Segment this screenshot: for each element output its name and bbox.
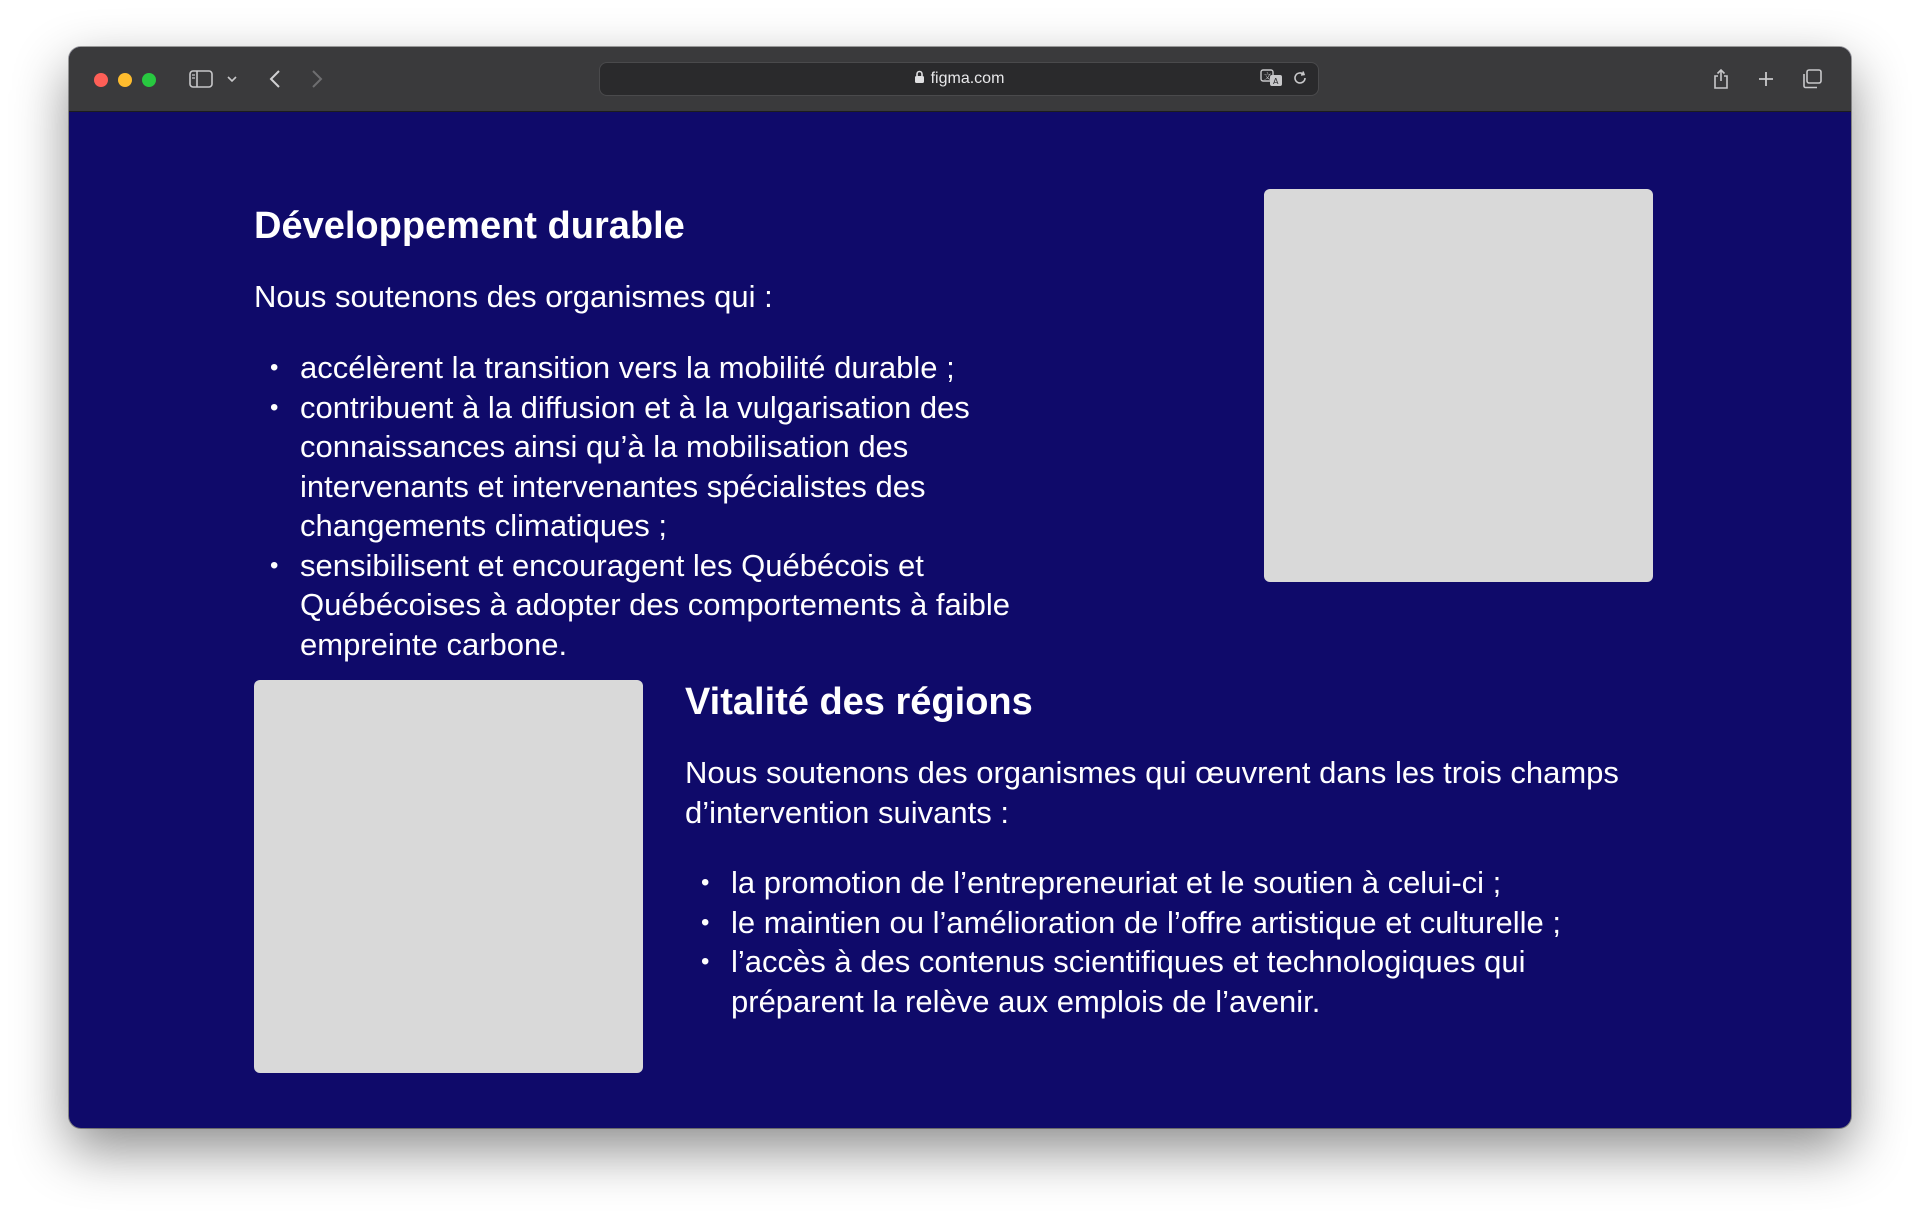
list-item: • l’accès à des contenus scientifiques et technologiques qui préparent la relève aux emplois de l’avenir. [685, 942, 1615, 1021]
page-content [69, 111, 1851, 1128]
list-item: • contribuent à la diffusion et à la vulgarisation des connaissances ainsi qu’à la mobilisation des intervenants et intervenantes spécialistes des changements climatiques ; [254, 388, 1014, 546]
close-window-button[interactable] [94, 73, 108, 87]
back-icon[interactable] [265, 64, 285, 94]
svg-text:文: 文 [1263, 72, 1272, 81]
reload-icon[interactable] [1292, 70, 1308, 91]
section-intro: Nous soutenons des organismes qui œuvrent dans les trois champs d’intervention suivants : [685, 755, 1619, 830]
section-title-vitalite-des-regions: Vitalité des régions [685, 681, 1033, 723]
browser-window [69, 47, 1851, 1128]
list-item: • accélèrent la transition vers la mobilité durable ; [254, 348, 1014, 388]
minimize-window-button[interactable] [118, 73, 132, 87]
address-bar[interactable] [599, 62, 1319, 96]
image-placeholder [1264, 189, 1653, 582]
share-icon[interactable] [1709, 64, 1733, 94]
tabs-overview-icon[interactable] [1799, 64, 1825, 94]
zoom-window-button[interactable] [142, 73, 156, 87]
list-item: • sensibilisent et encouragent les Québécois et Québécoises à adopter des comportements à faible empreinte carbone. [254, 546, 1014, 665]
bullet-list [254, 348, 1014, 664]
section-title-developpement-durable: Développement durable [254, 205, 685, 247]
forward-icon[interactable] [307, 64, 327, 94]
translate-icon[interactable] [1260, 69, 1284, 92]
url-text: figma.com [930, 70, 1005, 87]
bullet-list [685, 863, 1615, 1021]
lock-icon [914, 70, 925, 89]
image-placeholder [254, 680, 643, 1073]
new-tab-icon[interactable] [1754, 64, 1778, 94]
chevron-down-icon[interactable] [225, 64, 239, 94]
section-intro: Nous soutenons des organismes qui : [254, 279, 773, 314]
svg-text:A: A [1273, 77, 1279, 86]
list-item: • le maintien ou l’amélioration de l’offre artistique et culturelle ; [685, 903, 1615, 943]
browser-toolbar [69, 47, 1851, 112]
sidebar-icon[interactable] [187, 64, 215, 94]
list-item: • la promotion de l’entrepreneuriat et le soutien à celui-ci ; [685, 863, 1615, 903]
